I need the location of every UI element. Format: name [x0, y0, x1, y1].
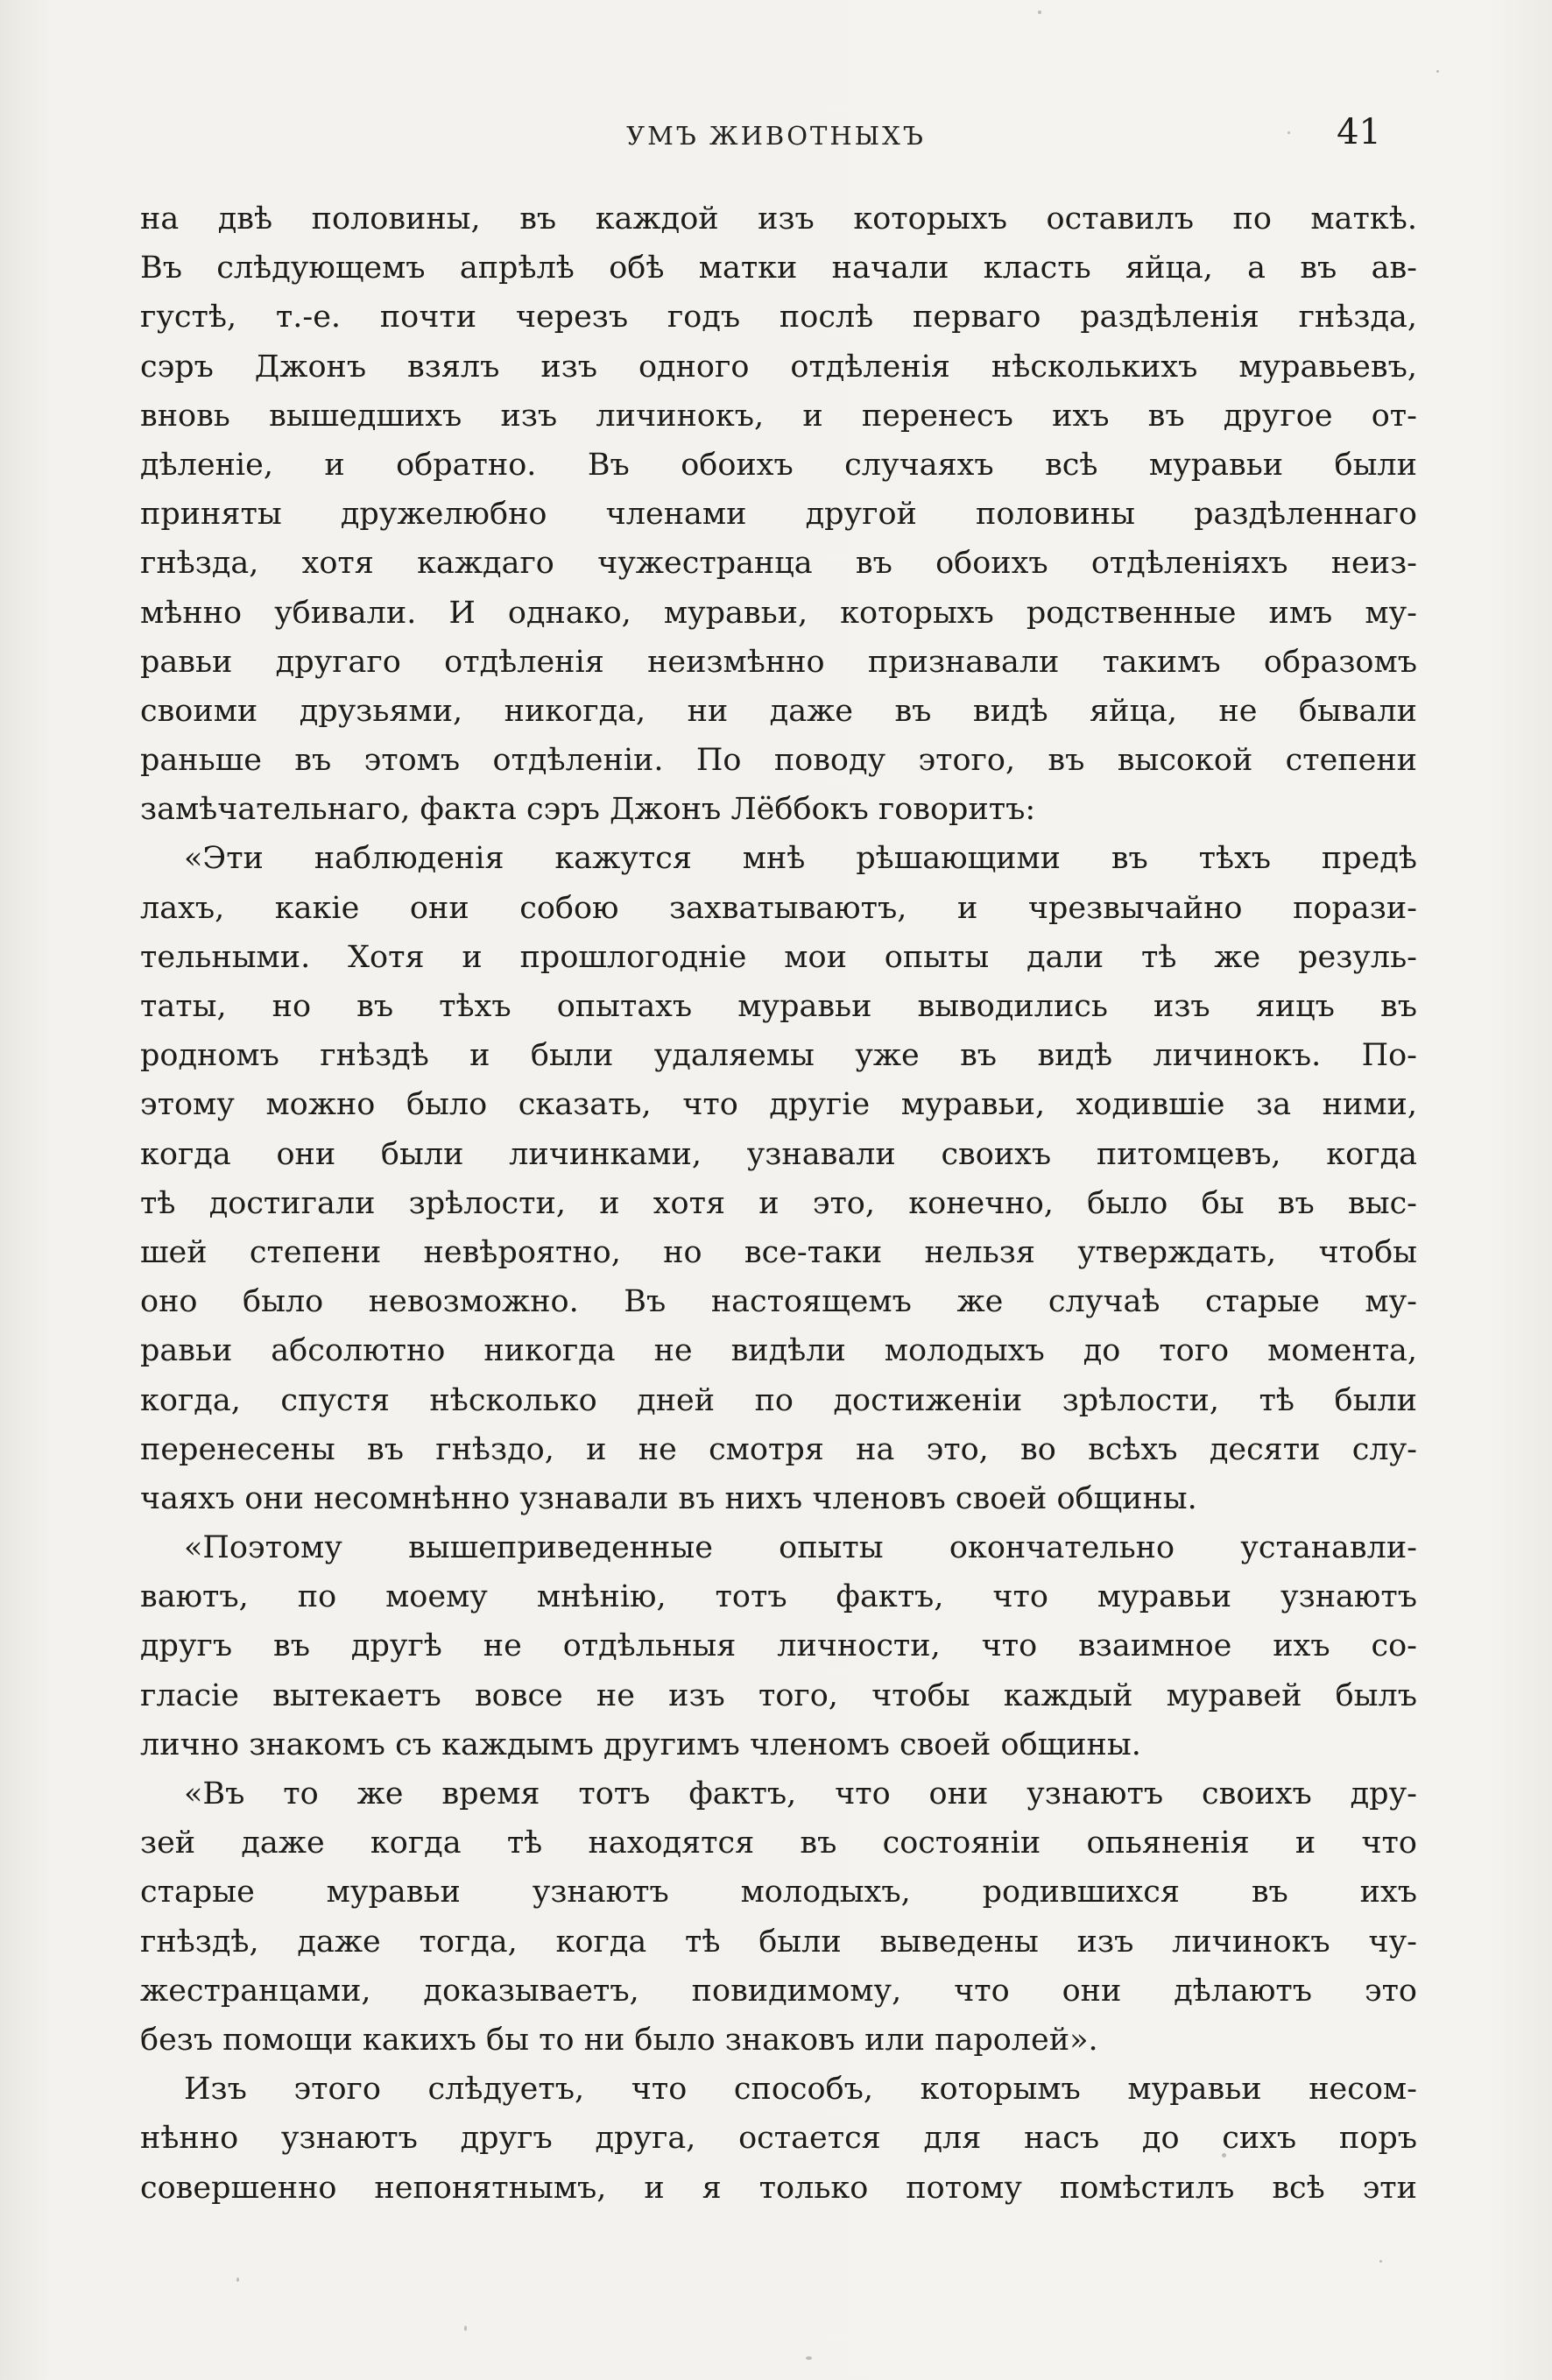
text-line: мѣнно убивали. И однако, муравьи, которыхъ родственные имъ му- — [140, 595, 1417, 631]
text-line: жестранцами, доказываетъ, повидимому, что они дѣлаютъ это — [140, 1973, 1417, 2009]
text-line: «Поэтому вышеприведенные опыты окончательно устанавли- — [184, 1530, 1417, 1566]
page-number: 41 — [1337, 112, 1381, 152]
text-line: лично знакомъ съ каждымъ другимъ членомъ своей общины. — [140, 1727, 1141, 1762]
text-line: Изъ этого слѣдуетъ, что способъ, которымъ муравьи несом- — [184, 2072, 1417, 2108]
text-line: тельными. Хотя и прошлогодніе мои опыты дали тѣ же резуль- — [140, 939, 1417, 975]
text-line: совершенно непонятнымъ, и я только потому помѣстилъ всѣ эти — [140, 2170, 1417, 2206]
text-line: ваютъ, по моему мнѣнію, тотъ фактъ, что муравьи узнаютъ — [140, 1579, 1417, 1615]
text-line: когда они были личинками, узнавали своихъ питомцевъ, когда — [140, 1136, 1417, 1172]
text-line: перенесены въ гнѣздо, и не смотря на это, во всѣхъ десяти слу- — [140, 1431, 1417, 1467]
text-line: приняты дружелюбно членами другой половины раздѣленнаго — [140, 497, 1417, 533]
text-line: вновь вышедшихъ изъ личинокъ, и перенесъ ихъ въ другое от- — [140, 398, 1417, 434]
text-line: равьи абсолютно никогда не видѣли молодыхъ до того момента, — [140, 1333, 1417, 1369]
text-line: гнѣзда, хотя каждаго чужестранца въ обоихъ отдѣленіяхъ неиз- — [140, 546, 1417, 582]
quotation-paragraph — [140, 1769, 1417, 2065]
running-head — [0, 112, 1552, 156]
quotation-paragraph — [140, 834, 1417, 1523]
text-line: «Въ то же время тотъ фактъ, что они узнаютъ своихъ дру- — [184, 1776, 1417, 1811]
text-line: другъ въ другѣ не отдѣльныя личности, что взаимное ихъ со- — [140, 1628, 1417, 1664]
text-line: таты, но въ тѣхъ опытахъ муравьи выводились изъ яицъ въ — [140, 989, 1417, 1024]
text-line: нѣнно узнаютъ другъ друга, остается для насъ до сихъ поръ — [140, 2121, 1417, 2157]
text-line: на двѣ половины, въ каждой изъ которыхъ оставилъ по маткѣ. — [140, 201, 1417, 237]
text-line: «Эти наблюденія кажутся мнѣ рѣшающими въ тѣхъ предѣ — [184, 841, 1417, 877]
text-line: своими друзьями, никогда, ни даже въ видѣ яйца, не бывали — [140, 693, 1417, 729]
text-line: чаяхъ они несомнѣнно узнавали въ нихъ членовъ своей общины. — [140, 1480, 1197, 1516]
paragraph — [140, 194, 1417, 834]
text-line: дѣленіе, и обратно. Въ обоихъ случаяхъ всѣ муравьи были — [140, 447, 1417, 483]
text-line: густѣ, т.-е. почти черезъ годъ послѣ перваго раздѣленія гнѣзда, — [140, 300, 1417, 335]
text-line: оно было невозможно. Въ настоящемъ же случаѣ старые му- — [140, 1284, 1417, 1320]
text-line: когда, спустя нѣсколько дней по достиженіи зрѣлости, тѣ были — [140, 1382, 1417, 1418]
text-line: гласіе вытекаетъ вовсе не изъ того, чтобы каждый муравей былъ — [140, 1677, 1417, 1713]
text-line: безъ помощи какихъ бы то ни было знаковъ или паролей». — [140, 2022, 1098, 2058]
paragraph — [140, 2065, 1417, 2213]
text-line: гнѣздѣ, даже тогда, когда тѣ были выведены изъ личинокъ чу- — [140, 1924, 1417, 1960]
body-text — [140, 194, 1417, 2213]
text-line: тѣ достигали зрѣлости, и хотя и это, конечно, было бы въ выс- — [140, 1185, 1417, 1221]
text-line: сэръ Джонъ взялъ изъ одного отдѣленія нѣсколькихъ муравьевъ, — [140, 349, 1417, 385]
text-line: родномъ гнѣздѣ и были удаляемы уже въ видѣ личинокъ. По- — [140, 1038, 1417, 1074]
text-line: лахъ, какіе они собою захватываютъ, и чрезвычайно порази- — [140, 890, 1417, 926]
text-line: раньше въ этомъ отдѣленіи. По поводу этого, въ высокой степени — [140, 743, 1417, 779]
quotation-paragraph — [140, 1523, 1417, 1769]
text-line: равьи другаго отдѣленія неизмѣнно признавали такимъ образомъ — [140, 644, 1417, 680]
text-line: Въ слѣдующемъ апрѣлѣ обѣ матки начали класть яйца, а въ ав- — [140, 251, 1417, 286]
text-line: замѣчательнаго, факта сэръ Джонъ Лёббокъ говоритъ: — [140, 792, 1036, 828]
running-title: УМЪ ЖИВОТНЫХЪ — [626, 121, 926, 151]
text-line: этому можно было сказать, что другіе муравьи, ходившіе за ними, — [140, 1087, 1417, 1123]
text-line: старые муравьи узнаютъ молодыхъ, родившихся въ ихъ — [140, 1875, 1417, 1910]
text-line: зей даже когда тѣ находятся въ состояніи опьяненія и что — [140, 1826, 1417, 1861]
text-line: шей степени невѣроятно, но все-таки нельзя утверждать, чтобы — [140, 1234, 1417, 1270]
